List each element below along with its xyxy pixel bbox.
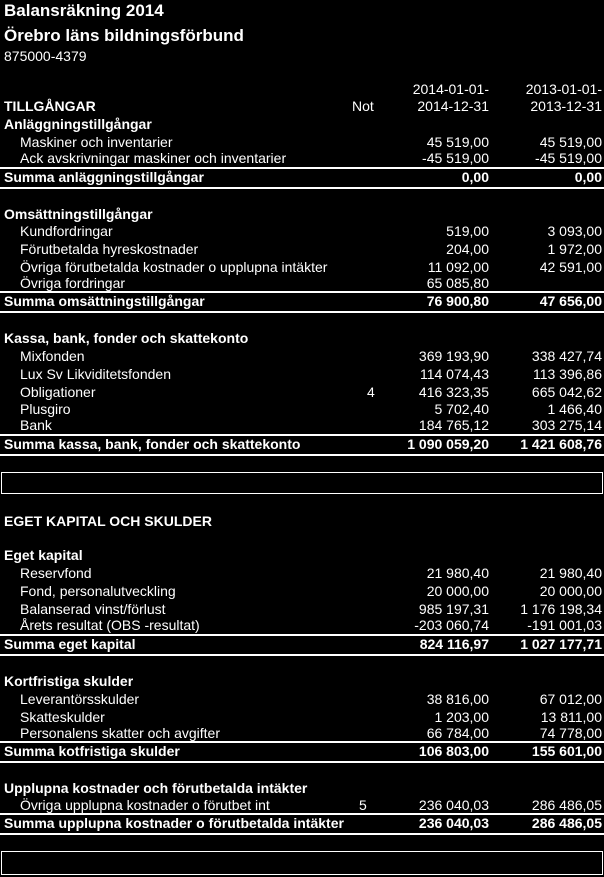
row-value-2013: 303 275,14: [531, 417, 602, 433]
row-label: Förutbetalda hyreskostnader: [20, 241, 199, 257]
equity-liabilities-heading: EGET KAPITAL OCH SKULDER: [4, 513, 212, 529]
row-label: Balanserad vinst/förlust: [20, 601, 166, 617]
assets-total-box: [1, 472, 603, 494]
sum-label: Summa omsättningstillgångar: [4, 293, 205, 309]
sum-label: Summa kassa, bank, fonder och skattekonto: [4, 436, 301, 452]
row-value-2014: 66 784,00: [426, 725, 489, 741]
sum-value-2014: 1 090 059,20: [407, 436, 489, 452]
row-value-2013: 67 012,00: [539, 691, 602, 707]
row-value-2013: 1 176 198,34: [520, 601, 602, 617]
organization-name: Örebro läns bildningsförbund: [4, 26, 244, 45]
row-value-2014: 184 765,12: [418, 417, 489, 433]
row-value-2014: 11 092,00: [427, 259, 489, 275]
row-value-2013: 113 396,86: [532, 366, 602, 382]
period-2014-start: 2014-01-01-: [412, 81, 489, 97]
row-label: Fond, personalutveckling: [20, 583, 176, 599]
row-value-2013: -45 519,00: [535, 150, 602, 166]
row-value-2013: 286 486,05: [531, 797, 602, 813]
cash-bank-heading: Kassa, bank, fonder och skattekonto: [4, 330, 249, 346]
row-value-2014: 5 702,40: [434, 401, 489, 417]
row-label: Övriga fordringar: [20, 275, 126, 291]
row-value-2014: 204,00: [446, 241, 489, 257]
row-label: Plusgiro: [20, 401, 71, 417]
row-label: Reservfond: [20, 565, 92, 581]
row-value-2014: 1 203,00: [434, 709, 489, 725]
sum-label: Summa kotfristiga skulder: [4, 743, 180, 759]
row-label: Mixfonden: [20, 348, 85, 364]
row-value-2013: 3 093,00: [547, 223, 602, 239]
row-note: 5: [359, 797, 367, 813]
row-label: Obligationer: [20, 384, 96, 400]
row-value-2014: 985 197,31: [418, 601, 489, 617]
row-label: Ack avskrivningar maskiner och inventarier: [20, 150, 287, 166]
row-value-2014: 236 040,03: [418, 797, 489, 813]
current-assets-heading: Omsättningstillgångar: [4, 206, 153, 222]
row-label: Lux Sv Likviditetsfonden: [20, 366, 171, 382]
period-2014-end: 2014-12-31: [417, 98, 489, 114]
sum-label: Summa eget kapital: [4, 636, 136, 652]
sum-value-2014: 236 040,03: [418, 815, 489, 831]
organization-number: 875000-4379: [4, 48, 87, 64]
row-value-2013: 21 980,40: [539, 565, 602, 581]
sum-value-2013: 47 656,00: [539, 293, 602, 309]
row-value-2013: 665 042,62: [531, 384, 602, 400]
sum-value-2013: 0,00: [574, 169, 602, 185]
period-2013-start: 2013-01-01-: [525, 81, 602, 97]
row-value-2014: 65 085,80: [426, 275, 489, 291]
sum-value-2014: 824 116,97: [419, 636, 489, 652]
row-value-2013: 42 591,00: [539, 259, 602, 275]
sum-value-2013: 155 601,00: [531, 743, 602, 759]
sum-label: Summa upplupna kostnader o förutbetalda intäkter: [4, 815, 344, 831]
sum-label: Summa anläggningstillgångar: [4, 169, 204, 185]
row-label: Övriga förutbetalda kostnader o upplupna intäkter: [20, 259, 328, 275]
row-label: Årets resultat (OBS -resultat): [20, 617, 200, 633]
row-value-2014: -45 519,00: [422, 150, 489, 166]
row-value-2014: 20 000,00: [426, 583, 489, 599]
row-value-2013: 13 811,00: [540, 709, 602, 725]
row-value-2013: 1 972,00: [547, 241, 602, 257]
row-value-2013: -191 001,03: [527, 617, 602, 633]
short-term-liabilities-heading: Kortfristiga skulder: [4, 673, 134, 689]
note-column-header: Not: [352, 98, 374, 114]
row-value-2014: 519,00: [446, 223, 489, 239]
row-value-2014: 114 074,43: [419, 366, 489, 382]
row-label: Personalens skatter och avgifter: [20, 725, 220, 741]
period-2013-end: 2013-12-31: [530, 98, 602, 114]
row-value-2014: 45 519,00: [426, 134, 489, 150]
row-label: Skatteskulder: [20, 709, 105, 725]
equity-heading: Eget kapital: [4, 547, 83, 563]
row-note: 4: [367, 384, 375, 400]
row-value-2013: 20 000,00: [539, 583, 602, 599]
row-label: Leverantörsskulder: [20, 691, 140, 707]
row-label: Kundfordringar: [20, 223, 113, 239]
row-value-2013: 74 778,00: [539, 725, 602, 741]
row-value-2014: 416 323,35: [418, 384, 489, 400]
assets-heading: TILLGÅNGAR: [4, 98, 96, 114]
sum-value-2014: 106 803,00: [418, 743, 489, 759]
row-value-2014: 38 816,00: [426, 691, 489, 707]
row-value-2014: 21 980,40: [426, 565, 489, 581]
report-title: Balansräkning 2014: [4, 1, 164, 20]
row-value-2013: 45 519,00: [539, 134, 602, 150]
sum-value-2014: 0,00: [461, 169, 489, 185]
sum-value-2013: 1 027 177,71: [520, 636, 602, 652]
sum-value-2014: 76 900,80: [426, 293, 489, 309]
row-value-2014: -203 060,74: [414, 617, 489, 633]
row-label: Bank: [20, 417, 52, 433]
liabilities-total-box: [1, 851, 603, 875]
row-value-2014: 369 193,90: [418, 348, 489, 364]
row-value-2013: 338 427,74: [531, 348, 602, 364]
sum-value-2013: 286 486,05: [531, 815, 602, 831]
sum-value-2013: 1 421 608,76: [520, 436, 602, 452]
row-label: Övriga upplupna kostnader o förutbet int: [20, 797, 270, 813]
row-label: Maskiner och inventarier: [20, 134, 173, 150]
accrued-heading: Upplupna kostnader och förutbetalda intäkter: [4, 780, 308, 796]
fixed-assets-heading: Anläggningstillgångar: [4, 116, 152, 132]
row-value-2013: 1 466,40: [547, 401, 602, 417]
